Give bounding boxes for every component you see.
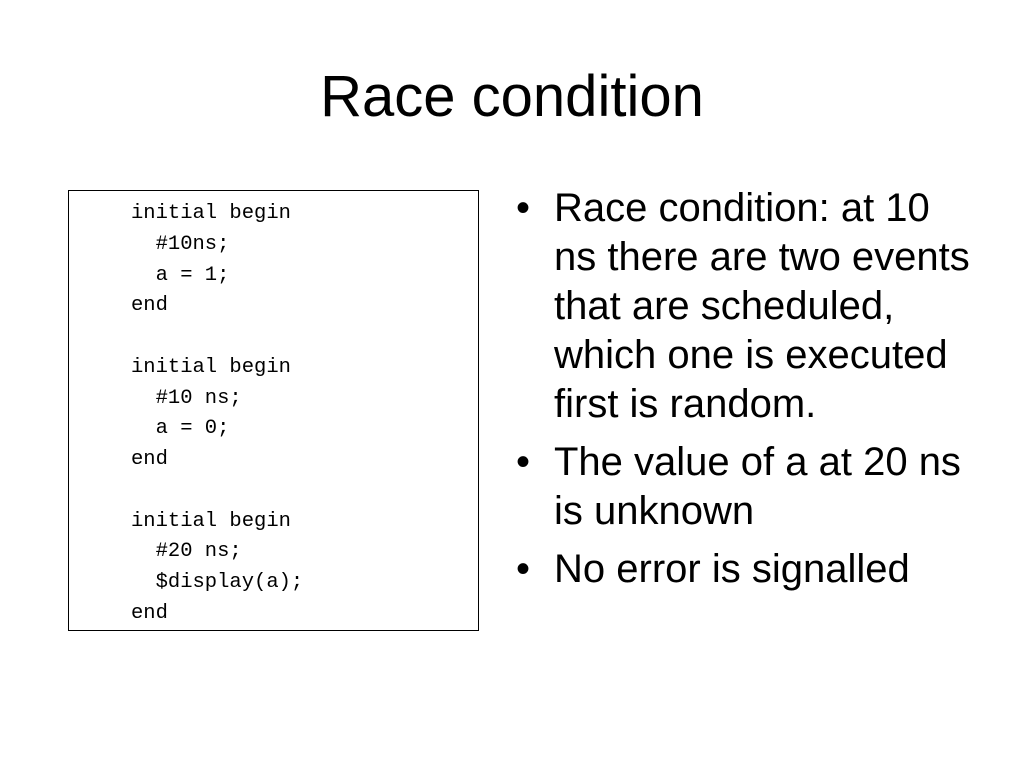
code-lines (131, 199, 303, 630)
code-line: a = 1; (131, 263, 230, 287)
bullet-marker: • (516, 440, 531, 484)
code-line: #10 ns; (131, 386, 242, 410)
code-line: initial begin (131, 202, 291, 225)
code-line: $display(a); (131, 571, 304, 594)
code-line-blank (131, 322, 303, 353)
code-line: #20 ns; (131, 540, 242, 564)
code-line: #10ns; (131, 232, 230, 256)
bullet-item (512, 184, 982, 429)
bullet-item (512, 438, 982, 536)
bullet-list (512, 184, 982, 603)
code-line-blank (131, 476, 303, 507)
code-line: end (131, 294, 168, 318)
bullet-text: Race condition: at 10 ns there are two events that are scheduled, which one is executed first is random. (554, 186, 970, 426)
slide-title: Race condition (320, 64, 704, 129)
bullet-item (512, 545, 982, 594)
code-line: initial begin (131, 355, 291, 379)
code-block (68, 190, 479, 631)
code-line: a = 0; (131, 417, 230, 441)
bullet-text: The value of a at 20 ns is unknown (554, 440, 961, 533)
code-line: initial begin (131, 509, 291, 533)
bullet-text: No error is signalled (554, 547, 910, 591)
bullet-marker: • (516, 186, 531, 230)
bullet-marker: • (516, 547, 531, 591)
code-line: end (131, 448, 168, 471)
code-line: end (131, 601, 168, 625)
